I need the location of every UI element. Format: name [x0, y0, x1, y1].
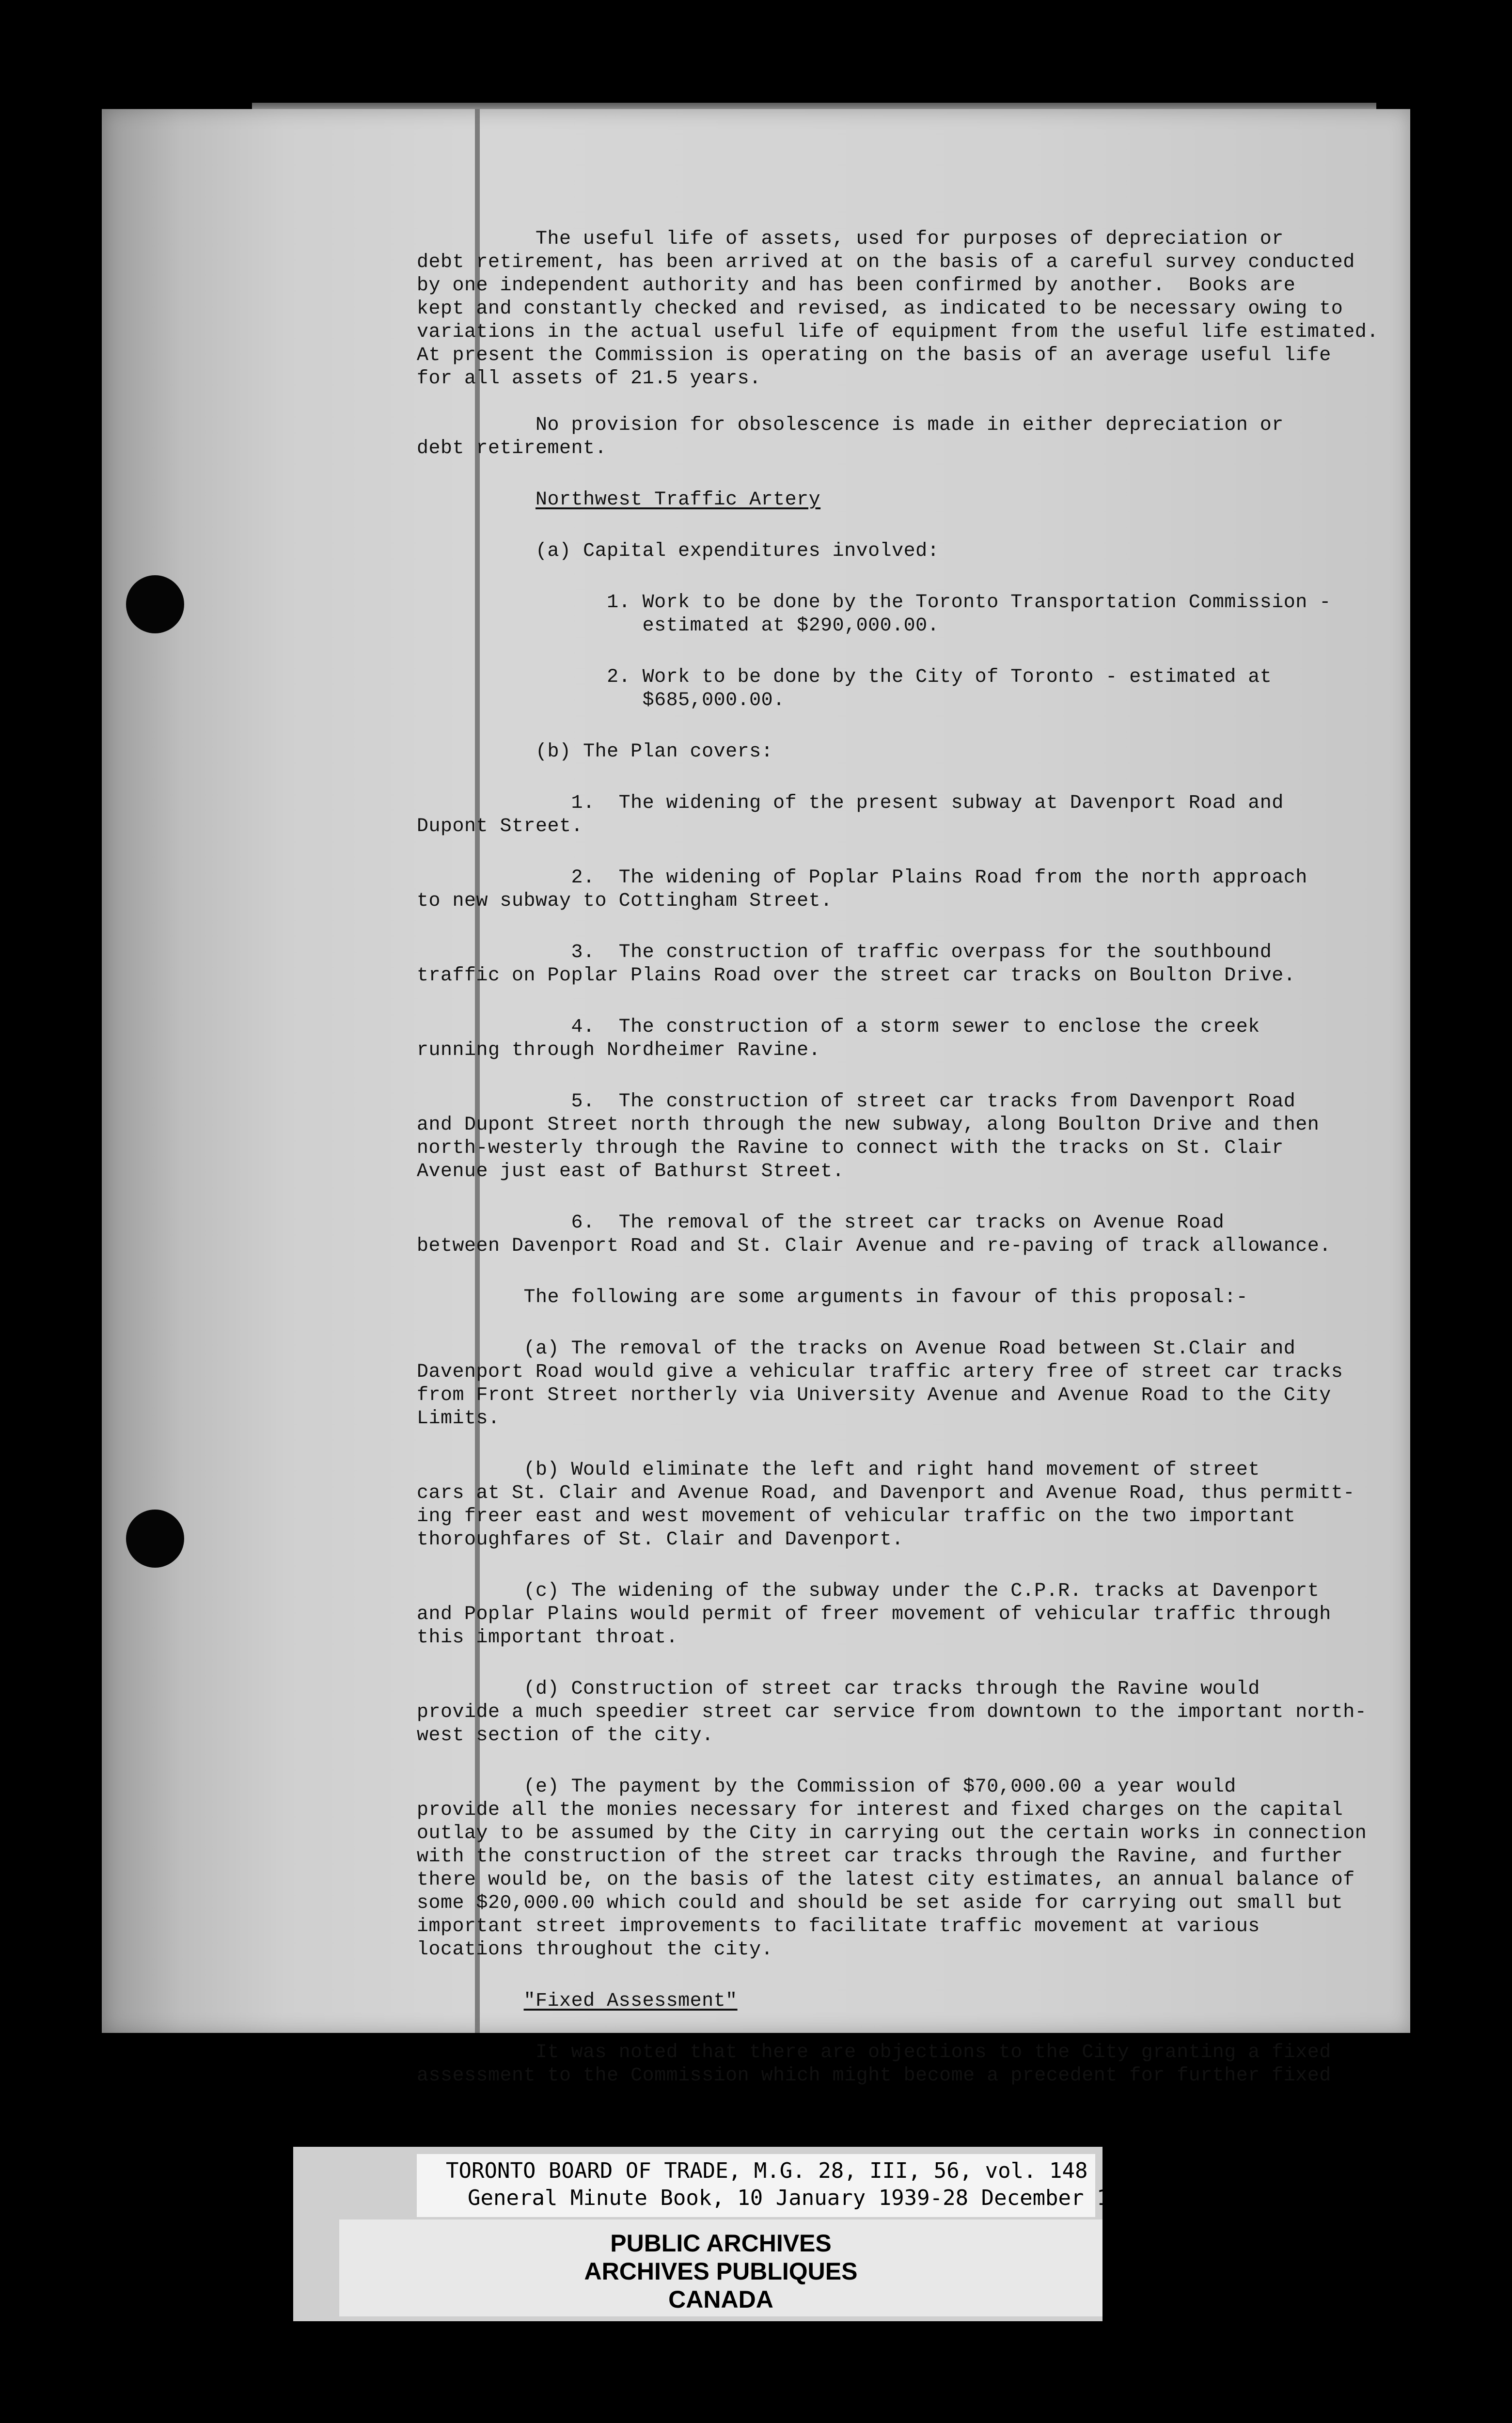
caption-line-1: TORONTO BOARD OF TRADE, M.G. 28, III, 56, vol. 148 — [446, 2158, 1088, 2183]
archives-line: CANADA — [668, 2286, 773, 2313]
text-line: and Poplar Plains would permit of freer movement of vehicular traffic through — [417, 1604, 1331, 1625]
text-line: thoroughfares of St. Clair and Davenport. — [417, 1529, 904, 1551]
text-line: and Dupont Street north through the new subway, along Boulton Drive and then — [417, 1114, 1320, 1136]
text-line: provide all the monies necessary for interest and fixed charges on the capital — [417, 1799, 1343, 1821]
text-line: 5. The construction of street car tracks from Davenport Road — [417, 1091, 1296, 1113]
paragraph-useful-life — [417, 228, 1379, 391]
text-line: provide a much speedier street car service from downtown to the important north- — [417, 1701, 1367, 1723]
archives-stamp — [339, 2229, 1102, 2313]
punch-hole — [126, 1510, 184, 1568]
text-line: 1. Work to be done by the Toronto Transportation Commission - — [607, 592, 1331, 614]
text-line: At present the Commission is operating on the basis of an average useful life — [417, 345, 1331, 366]
argument-item — [417, 1678, 1376, 1747]
text-line: 6. The removal of the street car tracks on Avenue Road — [417, 1212, 1225, 1234]
text-line: north-westerly through the Ravine to connect with the tracks on St. Clair — [417, 1137, 1284, 1159]
text-line: west section of the city. — [417, 1725, 714, 1746]
text-line: traffic on Poplar Plains Road over the street car tracks on Boulton Drive. — [417, 965, 1296, 987]
arguments-intro: The following are some arguments in favour of this proposal:- — [417, 1287, 1248, 1308]
caption-line-2: General Minute Book, 10 January 1939-28 December 1944 — [468, 2186, 1148, 2210]
text-line: between Davenport Road and St. Clair Avenue and re-paving of track allowance. — [417, 1235, 1331, 1257]
text-line: for all assets of 21.5 years. — [417, 368, 761, 390]
text-line: ing freer east and west movement of vehicular traffic on the two important — [417, 1506, 1296, 1527]
expenditure-item — [417, 591, 1376, 638]
text-line: (d) Construction of street car tracks through the Ravine would — [417, 1678, 1260, 1700]
section-heading: Northwest Traffic Artery — [536, 489, 821, 511]
text-line: assessment to the Commission which might become a precedent for further fixed — [417, 2065, 1331, 2087]
punch-hole — [126, 575, 184, 633]
text-line: some $20,000.00 which could and should be set aside for carrying out small but — [417, 1892, 1343, 1914]
paragraph-obsolescence — [417, 414, 1376, 460]
plan-item — [417, 1090, 1376, 1183]
archives-line: ARCHIVES PUBLIQUES — [584, 2258, 858, 2285]
text-line: variations in the actual useful life of equipment from the useful life estimated. — [417, 321, 1379, 343]
subsection-label: (b) The Plan covers: — [536, 741, 773, 763]
text-line: (b) Would eliminate the left and right hand movement of street — [417, 1459, 1260, 1481]
text-line: from Front Street northerly via University Avenue and Avenue Road to the City — [417, 1385, 1331, 1406]
text-line: debt retirement, has been arrived at on the basis of a careful survey conducted — [417, 252, 1355, 273]
text-line: important street improvements to facilitate traffic movement at various — [417, 1916, 1260, 1937]
argument-item — [417, 1776, 1376, 1962]
text-line: Limits. — [417, 1408, 500, 1430]
section-heading: "Fixed Assessment" — [523, 1990, 738, 2012]
text-line: kept and constantly checked and revised, as indicated to be necessary owing to — [417, 298, 1343, 320]
text-line: debt retirement. — [417, 438, 607, 459]
text-line: this important throat. — [417, 1627, 678, 1649]
argument-item — [417, 1580, 1376, 1650]
text-line: cars at St. Clair and Avenue Road, and Davenport and Avenue Road, thus permitt- — [417, 1482, 1355, 1504]
argument-item — [417, 1459, 1376, 1552]
text-line: 2. Work to be done by the City of Toronto - estimated at — [607, 666, 1272, 688]
plan-item — [417, 792, 1376, 838]
text-line: Dupont Street. — [417, 816, 583, 837]
text-line: Davenport Road would give a vehicular traffic artery free of street car tracks — [417, 1361, 1343, 1383]
text-line: 1. The widening of the present subway at Davenport Road and — [417, 792, 1284, 814]
text-line: The useful life of assets, used for purposes of depreciation or — [417, 228, 1284, 250]
text-line: to new subway to Cottingham Street. — [417, 890, 833, 912]
text-line: by one independent authority and has been confirmed by another. Books are — [417, 275, 1296, 297]
text-line: 2. The widening of Poplar Plains Road from the north approach — [417, 867, 1307, 889]
text-line: $685,000.00. — [607, 690, 785, 711]
plan-item — [417, 1212, 1376, 1258]
plan-item — [417, 1016, 1376, 1062]
text-line: (c) The widening of the subway under the C.P.R. tracks at Davenport — [417, 1580, 1320, 1602]
paragraph-fixed-assessment — [417, 2041, 1376, 2088]
text-line: outlay to be assumed by the City in carrying out the certain works in connection — [417, 1823, 1367, 1844]
text-line: It was noted that there are objections to the City granting a fixed — [417, 2042, 1331, 2063]
text-line: Avenue just east of Bathurst Street. — [417, 1161, 845, 1182]
text-line: 3. The construction of traffic overpass for the southbound — [417, 942, 1272, 963]
text-line: with the construction of the street car tracks through the Ravine, and further — [417, 1846, 1343, 1868]
text-line: (e) The payment by the Commission of $70,000.00 a year would — [417, 1776, 1236, 1798]
text-line: there would be, on the basis of the latest city estimates, an annual balance of — [417, 1869, 1355, 1891]
document-text — [417, 228, 1379, 2088]
text-line: estimated at $290,000.00. — [607, 615, 940, 637]
plan-item — [417, 941, 1376, 988]
text-line: (a) The removal of the tracks on Avenue Road between St.Clair and — [417, 1338, 1296, 1360]
text-line: running through Nordheimer Ravine. — [417, 1039, 821, 1061]
text-line: locations throughout the city. — [417, 1939, 773, 1961]
text-line: 4. The construction of a storm sewer to enclose the creek — [417, 1016, 1260, 1038]
argument-item — [417, 1337, 1376, 1431]
plan-item — [417, 866, 1376, 913]
expenditure-item — [417, 666, 1376, 712]
subsection-label: (a) Capital expenditures involved: — [536, 540, 940, 562]
archives-line: PUBLIC ARCHIVES — [610, 2230, 832, 2257]
text-line: No provision for obsolescence is made in either depreciation or — [417, 414, 1284, 436]
